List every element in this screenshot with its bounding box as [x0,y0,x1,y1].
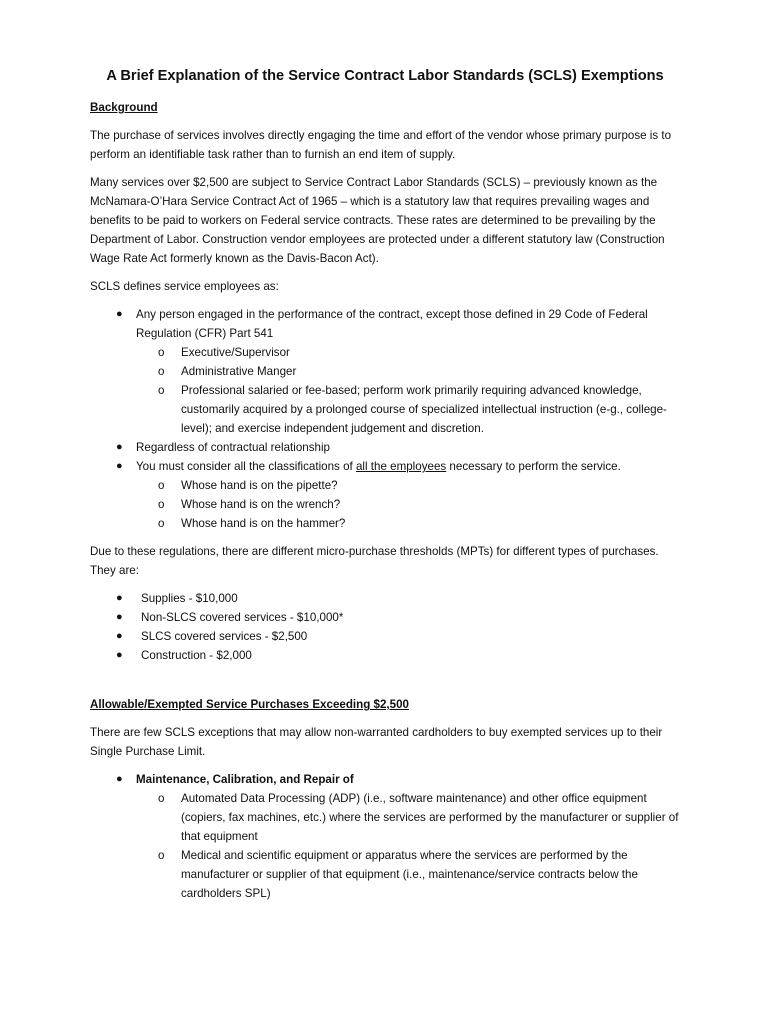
list-item-text-suffix: necessary to perform the service. [446,460,621,473]
list-item-text: Non-SLCS covered services - $10,000* [141,611,344,624]
list-item [90,770,680,903]
mpt-intro: Due to these regulations, there are different micro-purchase thresholds (MPTs) for different types of purchases. They are: [90,545,659,577]
background-paragraph-3: SCLS defines service employees as: [90,280,279,293]
bullet-icon: ● [116,441,123,453]
bullet-icon: ● [116,773,123,785]
sub-list-item [136,495,680,514]
sub-list-item-text: Administrative Manger [181,365,297,378]
service-employee-definition-list [90,305,680,533]
sub-bullet-icon: o [158,346,165,359]
list-item [90,305,680,438]
sub-bullet-icon: o [158,792,165,805]
exempted-list [90,770,680,903]
list-item [90,608,680,627]
sub-bullet-icon: o [158,849,165,862]
sub-list-item [136,514,680,533]
bullet-icon: ● [116,649,123,661]
sub-list [136,476,680,533]
list-item-text: Regardless of contractual relationship [136,441,330,454]
sub-list-item [136,476,680,495]
sub-list [136,343,680,438]
bullet-icon: ● [116,630,123,642]
sub-bullet-icon: o [158,479,165,492]
bullet-icon: ● [116,460,123,472]
document-title: A Brief Explanation of the Service Contract Labor Standards (SCLS) Exemptions [106,68,664,84]
list-item-text: Maintenance, Calibration, and Repair of [136,773,354,786]
list-item [90,457,680,533]
sub-list-item-text: Professional salaried or fee-based; perform work primarily requiring advanced knowledge, customarily acquired by a prolonged course of specialized intellectual instruction (e-g., college-level); and exercise independent judgement and discretion. [181,384,667,435]
sub-list-item [136,362,680,381]
sub-list-item-text: Whose hand is on the wrench? [181,498,341,511]
exempted-heading: Allowable/Exempted Service Purchases Exceeding $2,500 [90,698,409,711]
background-paragraph-2: Many services over $2,500 are subject to Service Contract Labor Standards (SCLS) – previously known as the McNamara-O’Hara Service Contract Act of 1965 – which is a statutory law that requires prevailing wages and benefits to be paid to workers on Federal service contracts. These rates are determined to be prevailing by the Department of Labor. Construction vendor employees are protected under a different statutory law (Construction Wage Rate Act formerly known as the Davis-Bacon Act). [90,176,665,265]
sub-list-item-text: Automated Data Processing (ADP) (i.e., software maintenance) and other office equipment (copiers, fax machines, etc.) where the services are performed by the manufacturer or supplier of that equipment [181,792,679,843]
sub-list-item [136,846,680,903]
exempted-intro: There are few SCLS exceptions that may allow non-warranted cardholders to buy exempted services up to their Single Purchase Limit. [90,726,663,758]
sub-bullet-icon: o [158,384,165,397]
bullet-icon: ● [116,611,123,623]
sub-list-item-text: Whose hand is on the pipette? [181,479,338,492]
sub-list-item [136,789,680,846]
list-item [90,627,680,646]
list-item [90,589,680,608]
bullet-icon: ● [116,592,123,604]
background-paragraph-1: The purchase of services involves directly engaging the time and effort of the vendor whose primary purpose is to perform an identifiable task rather than to furnish an end item of supply. [90,129,672,161]
list-item-text: Construction - $2,000 [141,649,252,662]
bullet-icon: ● [116,308,123,320]
all-employees-emphasis: all the employees [355,460,447,473]
sub-list-item-text: Whose hand is on the hammer? [181,517,346,530]
list-item [90,438,680,457]
list-item-text: SLCS covered services - $2,500 [141,630,308,643]
sub-list-item [136,381,680,438]
list-item-text-prefix: You must consider all the classifications of [136,460,356,473]
sub-list-item [136,343,680,362]
list-item [90,646,680,665]
sub-bullet-icon: o [158,498,165,511]
background-heading: Background [90,101,158,114]
sub-list [136,789,680,903]
list-item-text: Any person engaged in the performance of the contract, except those defined in 29 Code of Federal Regulation (CFR) Part 541 [136,308,648,340]
sub-list-item-text: Executive/Supervisor [181,346,290,359]
list-item-text: Supplies - $10,000 [141,592,238,605]
section-spacer [90,681,680,695]
sub-bullet-icon: o [158,365,165,378]
sub-bullet-icon: o [158,517,165,530]
sub-list-item-text: Medical and scientific equipment or apparatus where the services are performed by the manufacturer or supplier of that equipment (i.e., maintenance/service contracts below the cardholders SPL) [181,849,638,900]
mpt-list [90,589,680,665]
